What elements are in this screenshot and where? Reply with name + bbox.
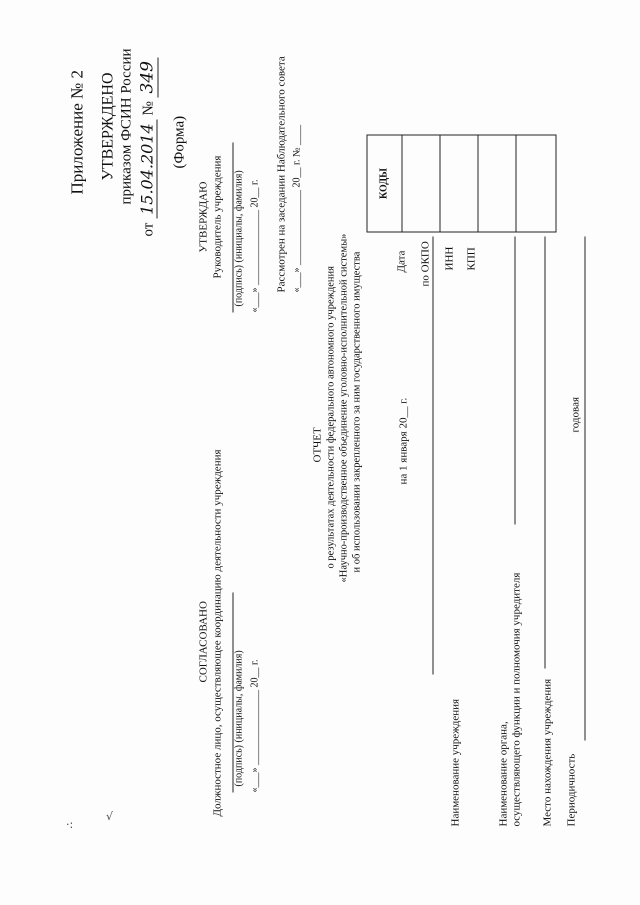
report-line-2: «Научно-производственное объединение уголовно-исполнительной системы»	[338, 233, 350, 583]
rotated-form-sheet	[1, 0, 640, 905]
field-periodicity: Периодичность	[565, 753, 578, 827]
handwritten-date: 15.04.2014	[138, 119, 158, 219]
margin-tick: √	[106, 810, 114, 823]
approved-title: УТВЕРЖДЕНО	[99, 72, 117, 181]
council-text: Рассмотрен на заседании Наблюдательного совета	[275, 56, 288, 293]
report-as-of: на 1 января 20__ г.	[397, 397, 410, 485]
agreed-sign-caption: (подпись) (инициалы, фамилия)	[233, 650, 245, 787]
location-line	[545, 237, 546, 669]
codes-row	[478, 136, 517, 232]
institution-name-line	[433, 237, 434, 675]
report-line-1: о результатах деятельности федерального автономного учреждения	[325, 266, 337, 569]
codes-header: КОДЫ	[368, 136, 403, 232]
form-label: (Форма)	[171, 115, 188, 169]
council-date: «___» _______________ 20__ г. № ____	[291, 124, 303, 293]
code-label-okpo: по ОКПО	[419, 241, 432, 287]
approve-who: Руководитель учреждения	[211, 155, 224, 279]
codes-row	[440, 136, 479, 232]
periodicity-value: годовая	[569, 396, 582, 433]
codes-table	[367, 135, 557, 233]
agreed-title: СОГЛАСОВАНО	[197, 601, 210, 683]
approve-sign-caption: (подпись) (инициалы, фамилия)	[233, 170, 245, 307]
agreed-date-line: «___» _______________ 20__ г.	[249, 659, 261, 793]
agreed-who: Должностное лицо, осуществляющее координацию деятельности учреждения	[211, 449, 224, 817]
handwritten-number: 349	[138, 57, 159, 97]
field-location: Место нахождения учреждения	[541, 678, 554, 827]
approved-date-line: от 15.04.2014 № 349	[140, 57, 157, 236]
periodicity-line	[585, 237, 586, 741]
organ-line	[515, 237, 516, 525]
appendix-number: Приложение № 2	[67, 70, 87, 195]
field-institution-name: Наименование учреждения	[449, 698, 462, 827]
approved-order: приказом ФСИН России	[118, 48, 135, 205]
report-line-3: и об использовании закрепленного за ним государственного имущества	[351, 251, 363, 573]
margin-dots: ·:	[66, 818, 74, 831]
code-label-inn: ИНН	[443, 246, 456, 271]
code-label-kpp: КПП	[465, 247, 478, 271]
field-organ-line-2: осуществляющего функции и полномочия учредителя	[510, 572, 523, 827]
code-label-date: Дата	[395, 250, 408, 273]
approve-date-line: «___» _______________ 20__ г.	[249, 179, 261, 313]
codes-row	[402, 136, 441, 232]
report-title: ОТЧЕТ	[311, 427, 324, 463]
approve-title: УТВЕРЖДАЮ	[197, 181, 210, 253]
field-organ-line-1: Наименование органа,	[497, 721, 510, 827]
